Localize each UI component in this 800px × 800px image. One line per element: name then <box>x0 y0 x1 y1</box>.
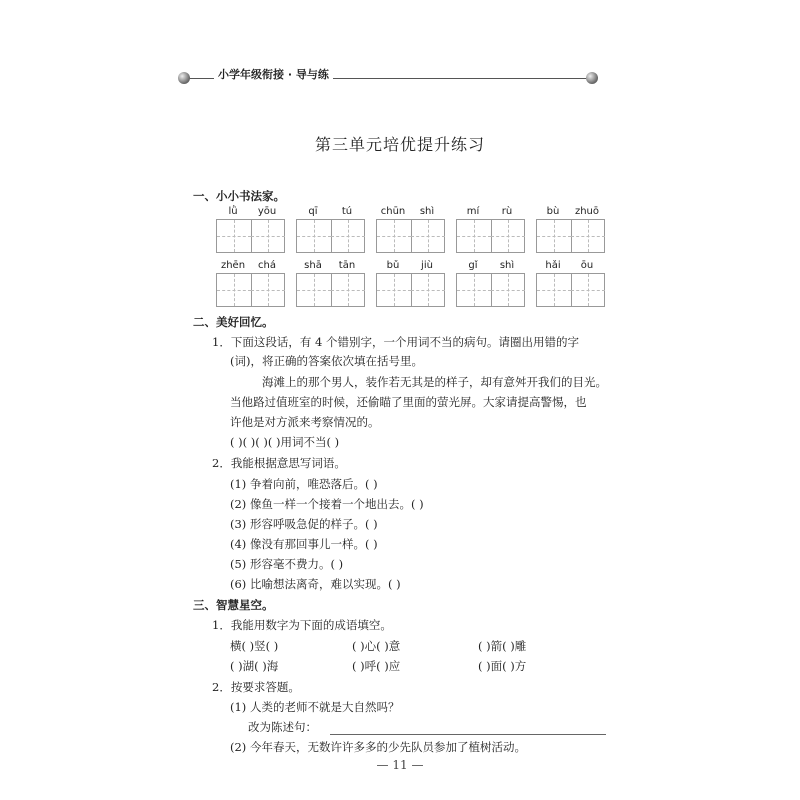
q2-item-3[interactable]: (3) 形容呼吸急促的样子。( ) <box>230 517 378 531</box>
writing-cell[interactable] <box>411 274 445 306</box>
pinyin-label: shì <box>499 260 515 271</box>
pinyin-label: shā <box>304 260 322 271</box>
writing-cell[interactable] <box>537 274 572 306</box>
writing-box[interactable] <box>536 273 605 307</box>
writing-cell[interactable] <box>217 220 252 252</box>
passage-line-3: 许他是对方派来考察情况的。 <box>230 415 380 429</box>
q1-text-b: (词)，将正确的答案依次填在括号里。 <box>230 354 423 368</box>
writing-cell[interactable] <box>331 274 365 306</box>
page-number: — 11 — <box>376 758 424 772</box>
pinyin-label: zhuō <box>574 206 600 217</box>
passage-line-1: 海滩上的那个男人，装作若无其是的样子，却有意舛开我们的目光。 <box>262 375 607 389</box>
q2-item-4[interactable]: (4) 像没有那回事儿一样。( ) <box>230 537 378 551</box>
writing-box[interactable] <box>376 273 445 307</box>
writing-cell[interactable] <box>457 220 492 252</box>
writing-box[interactable] <box>216 219 285 253</box>
writing-box[interactable] <box>456 273 525 307</box>
writing-box[interactable] <box>376 219 445 253</box>
passage-line-2: 当他路过值班室的时候，还偷瞄了里面的萤光屏。大家请提高警惕，也 <box>230 395 587 409</box>
writing-cell[interactable] <box>251 274 285 306</box>
idiom-1-2[interactable]: ( )心( )意 <box>352 639 401 653</box>
s3-q1-text: 1．我能用数字为下面的成语填空。 <box>212 618 392 632</box>
q1-text-a: 1．下面这段话，有 4 个错别字，一个用词不当的病句。请圈出用错的字 <box>212 335 579 349</box>
writing-box[interactable] <box>296 219 365 253</box>
header-ball-left <box>178 72 190 84</box>
pinyin-label: mí <box>466 206 480 217</box>
s3-sentence-1: (1) 人类的老师不就是大自然吗？ <box>230 700 400 714</box>
page-title: 第三单元培优提升练习 <box>314 135 485 154</box>
writing-box[interactable] <box>216 273 285 307</box>
answer-line[interactable] <box>330 733 606 735</box>
writing-cell[interactable] <box>491 274 525 306</box>
idiom-2-2[interactable]: ( )呼( )应 <box>352 659 401 673</box>
s3-sentence-2: (2) 今年春天，无数许许多多的少先队员参加了植树活动。 <box>230 740 526 754</box>
pinyin-label: tān <box>338 260 356 271</box>
pinyin-label: tú <box>341 206 353 217</box>
answer-blanks[interactable]: ( )( )( )( )用词不当( ) <box>230 435 340 449</box>
pinyin-label: ōu <box>580 260 594 271</box>
pinyin-label: bǔ <box>386 260 400 271</box>
idiom-1-3[interactable]: ( )箭( )雕 <box>478 639 527 653</box>
idiom-1-1[interactable]: 横( )竖( ) <box>230 639 279 653</box>
q2-text: 2．我能根据意思写词语。 <box>212 456 346 470</box>
writing-box[interactable] <box>296 273 365 307</box>
pinyin-label: lǜ <box>228 206 238 217</box>
pinyin-label: yōu <box>257 206 277 217</box>
section3-heading: 三、智慧星空。 <box>193 598 274 612</box>
writing-cell[interactable] <box>571 274 605 306</box>
writing-cell[interactable] <box>251 220 285 252</box>
writing-box[interactable] <box>536 219 605 253</box>
writing-cell[interactable] <box>377 220 412 252</box>
writing-box[interactable] <box>456 219 525 253</box>
pinyin-label: hǎi <box>545 260 561 271</box>
writing-cell[interactable] <box>297 274 332 306</box>
pinyin-label: chá <box>258 260 276 271</box>
pinyin-label: shì <box>419 206 435 217</box>
idiom-2-1[interactable]: ( )湖( )海 <box>230 659 279 673</box>
pinyin-label: zhēn <box>220 260 246 271</box>
pinyin-label: qī <box>308 206 318 217</box>
header-text: 小学年级衔接 · 导与练 <box>214 66 333 82</box>
writing-cell[interactable] <box>457 274 492 306</box>
pinyin-label: chūn <box>380 206 406 217</box>
writing-cell[interactable] <box>331 220 365 252</box>
section1-heading: 一、小小书法家。 <box>193 189 285 203</box>
q2-item-2[interactable]: (2) 像鱼一样一个接着一个地出去。( ) <box>230 497 424 511</box>
pinyin-label: jiù <box>421 260 433 271</box>
writing-cell[interactable] <box>491 220 525 252</box>
idiom-2-3[interactable]: ( )面( )方 <box>478 659 527 673</box>
pinyin-label: rù <box>501 206 513 217</box>
writing-cell[interactable] <box>297 220 332 252</box>
header-ball-right <box>586 72 598 84</box>
q2-item-1[interactable]: (1) 争着向前，唯恐落后。( ) <box>230 477 378 491</box>
q2-item-5[interactable]: (5) 形容毫不费力。( ) <box>230 557 344 571</box>
s3-task-1: 改为陈述句： <box>248 720 317 734</box>
pinyin-label: bù <box>546 206 560 217</box>
pinyin-label: gǐ <box>468 260 478 271</box>
s3-q2-text: 2．按要求答题。 <box>212 680 300 694</box>
section2-heading: 二、美好回忆。 <box>193 315 274 329</box>
writing-cell[interactable] <box>571 220 605 252</box>
q2-item-6[interactable]: (6) 比喻想法离奇，难以实现。( ) <box>230 577 401 591</box>
writing-cell[interactable] <box>217 274 252 306</box>
writing-cell[interactable] <box>537 220 572 252</box>
writing-cell[interactable] <box>377 274 412 306</box>
writing-cell[interactable] <box>411 220 445 252</box>
